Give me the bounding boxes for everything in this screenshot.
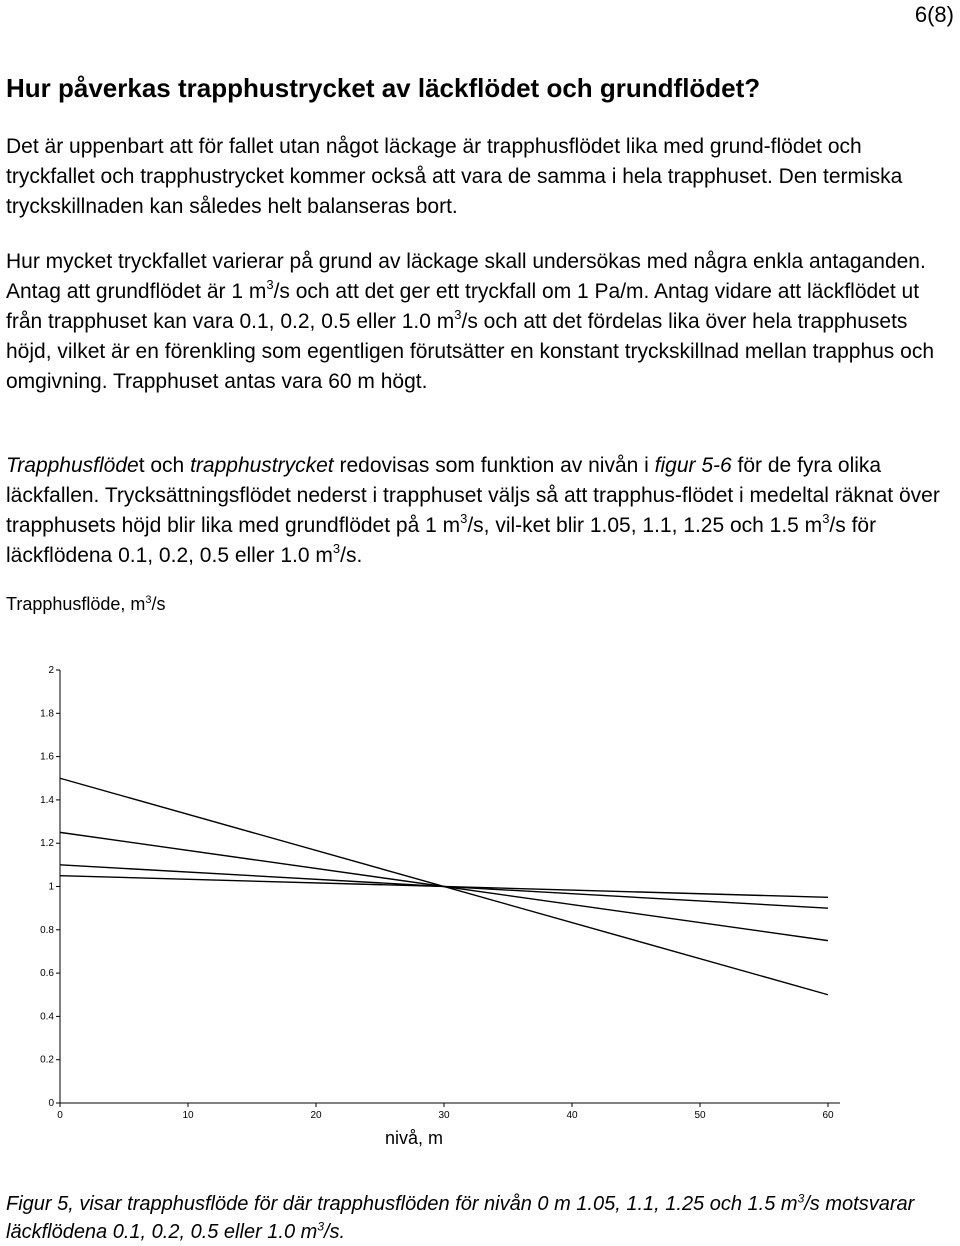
chart-y-title-sup: 3 bbox=[145, 594, 152, 606]
paragraph-3-text-2: redovisas som funktion av nivån i bbox=[333, 454, 655, 477]
paragraph-3-text-5: /s för läckflödena 0.1, 0.2, 0.5 eller 1.0 m bbox=[6, 514, 877, 567]
x-tick-label: 60 bbox=[822, 1110, 834, 1121]
chart-y-title bbox=[6, 594, 166, 615]
paragraph-3-term-flow: Trapphusflöde bbox=[6, 454, 139, 477]
paragraph-3-term-pressure: trapphustrycket bbox=[190, 454, 334, 477]
paragraph-3 bbox=[6, 451, 951, 571]
figure-reference: figur 5-6 bbox=[654, 454, 732, 477]
paragraph-3-text-3: för de fyra olika läckfallen. Trycksättningsflödet nederst i trapphuset väljs så att trapphus-flödet i medeltal räknat över trapphusets höjd blir lika med grundflödet på 1 m bbox=[6, 454, 940, 537]
section-heading: Hur påverkas trapphustrycket av läckflödet och grundflödet? bbox=[6, 73, 761, 103]
paragraph-3-text-1: t och bbox=[138, 454, 191, 477]
x-tick-label: 10 bbox=[182, 1110, 194, 1121]
x-tick-label: 50 bbox=[694, 1110, 706, 1121]
paragraph-3-text-4: /s, vil-ket blir 1.05, 1.1, 1.25 och 1.5 m bbox=[467, 514, 823, 537]
y-tick-label: 1.8 bbox=[40, 708, 54, 720]
y-tick-label: 2 bbox=[48, 665, 54, 676]
paragraph-3-sup-1: 3 bbox=[460, 511, 468, 526]
caption-text-b: /s motsvarar läckflödena 0.1, 0.2, 0.5 eller 1.0 m bbox=[6, 1193, 915, 1243]
y-tick-label: 0 bbox=[48, 1098, 54, 1109]
paragraph-2 bbox=[6, 247, 951, 397]
y-tick-label: 1.4 bbox=[40, 794, 54, 806]
caption-sup-2: 3 bbox=[317, 1219, 324, 1234]
paragraph-3-sup-2: 3 bbox=[822, 511, 830, 526]
series-line-4 bbox=[60, 778, 828, 995]
paragraph-2-sup-1: 3 bbox=[266, 277, 274, 292]
y-tick-label: 0.4 bbox=[40, 1011, 54, 1023]
chart-x-label: nivå, m bbox=[385, 1128, 444, 1148]
x-tick-label: 0 bbox=[57, 1110, 63, 1121]
y-tick-label: 1.6 bbox=[40, 751, 54, 763]
y-tick-label: 1.2 bbox=[40, 838, 54, 850]
figure-caption bbox=[6, 1190, 951, 1246]
paragraph-3-sup-3: 3 bbox=[332, 541, 341, 556]
chart-y-title-suffix: /s bbox=[151, 594, 166, 614]
x-tick-label: 20 bbox=[310, 1110, 322, 1121]
paragraph-2-text-b: /s och att det ger ett tryckfall om 1 Pa/m. Antag vidare att läckflödet ut från trapphuset kan vara 0.1, 0.2, 0.5 eller 1.0 m bbox=[6, 280, 920, 333]
x-tick-label: 30 bbox=[438, 1110, 450, 1121]
x-tick-label: 40 bbox=[566, 1110, 578, 1121]
y-tick-label: 0.8 bbox=[40, 924, 54, 936]
caption-sup-1: 3 bbox=[797, 1191, 805, 1206]
flow-chart bbox=[0, 650, 960, 1130]
y-tick-label: 0.2 bbox=[40, 1054, 54, 1066]
paragraph-2-text-a: Hur mycket tryckfallet varierar på grund av läckage skall undersökas med några enkla antaganden. Antag att grundflödet är 1 m bbox=[6, 250, 926, 303]
caption-text-a: Figur 5, visar trapphusflöde för där trapphusflöden för nivån 0 m 1.05, 1.1, 1.25 och 1.5 m bbox=[6, 1193, 798, 1215]
caption-text-c: /s. bbox=[324, 1221, 346, 1243]
page-number: 6(8) bbox=[914, 2, 954, 27]
paragraph-3-text-6: /s. bbox=[340, 544, 363, 567]
paragraph-1: Det är uppenbart att för fallet utan något läckage är trapphusflödet lika med grund-flödet och tryckfallet och trapphustrycket kommer också att vara de samma i hela trapphuset. Den termiska tryckskillnaden kan således helt balanseras bort. bbox=[6, 135, 903, 218]
paragraph-2-text-c: /s och att det fördelas lika över hela trapphusets höjd, vilket är en förenkling som egentligen förutsätter en konstant tryckskillnad mellan trapphus och omgivning. Trapphuset antas vara 60 m högt. bbox=[6, 310, 934, 393]
chart-y-title-text: Trapphusflöde, m bbox=[6, 594, 146, 614]
y-tick-label: 1 bbox=[48, 881, 54, 893]
y-tick-label: 0.6 bbox=[40, 968, 54, 980]
paragraph-2-sup-2: 3 bbox=[454, 307, 462, 322]
